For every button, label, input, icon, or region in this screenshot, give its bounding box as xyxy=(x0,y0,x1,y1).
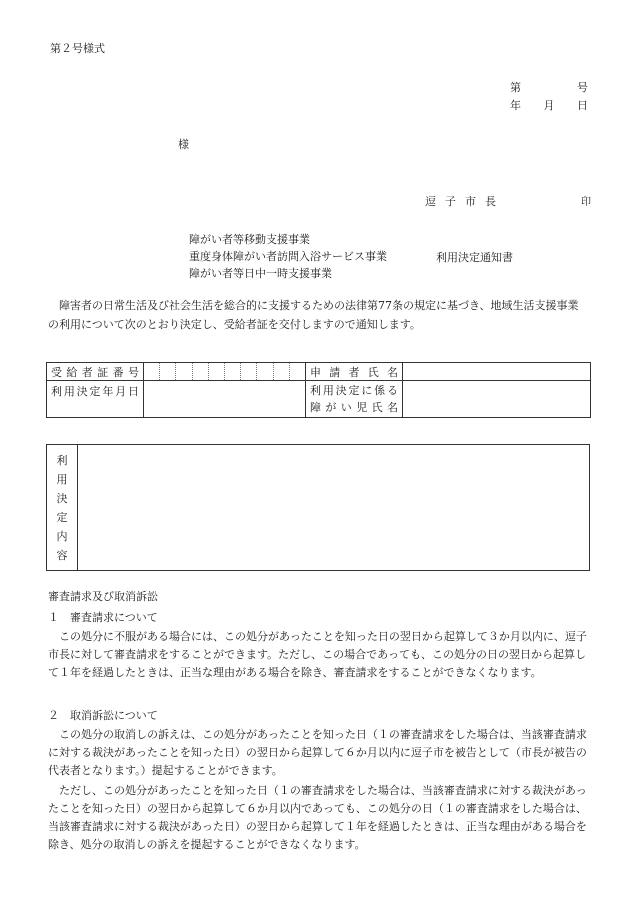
decision-date-field xyxy=(144,381,306,418)
applicant-field xyxy=(403,363,591,381)
service-item: 重度身体障がい者訪問入浴サービス事業 xyxy=(189,250,387,263)
date-day: 日 xyxy=(577,99,588,112)
applicant-label: 申請者氏名 xyxy=(306,363,403,381)
decision-date-label: 利用決定年月日 xyxy=(47,381,144,418)
service-list xyxy=(189,231,387,282)
date-year: 年 xyxy=(510,99,521,112)
seal-mark: 印 xyxy=(581,197,591,208)
number-prefix: 第 xyxy=(510,81,521,94)
form-number: 第２号様式 xyxy=(50,42,105,55)
decision-content-label: 利 用 決 定 内 容 xyxy=(47,445,78,570)
cert-number-field xyxy=(144,363,306,381)
body-text: 障害者の日常生活及び社会生活を総合的に支援するための法律第77条の規定に基づき、地域生活支援事業の利用について次のとおり決定し、受給者証を交付しますので通知します。 xyxy=(48,299,579,331)
issuer-name: 逗子市長 xyxy=(425,195,505,208)
recipient-suffix: 様 xyxy=(178,138,189,151)
child-name-label: 利用決定に係る 障がい児氏名 xyxy=(306,381,403,418)
info-table xyxy=(46,362,591,418)
number-suffix: 号 xyxy=(577,81,588,94)
document-number xyxy=(510,79,588,95)
service-item: 障がい者等移動支援事業 xyxy=(189,233,310,246)
section1-text: この処分に不服がある場合には、この処分があったことを知った日の翌日から起算して３か月以内に、逗子市長に対して審査請求をすることができます。ただし、この場合であっても、この処分の日の翌日から起算して１年を経過したときは、正当な理由がある場合を除き、審査請求をすることができなくなります。 xyxy=(48,630,587,679)
section2-text-2: ただし、この処分があったことを知った日（１の審査請求をした場合は、当該審査請求に対する裁決があったことを知った日）の翌日から起算して６か月以内であっても、この処分の日（１の審査請求をした場合は、当該審査請求に対する裁決があった日）の翌日から起算して１年を経過したときは、正当な理由がある場合を除き、処分の取消しの訴えを提起することができなくなります。 xyxy=(48,784,587,851)
date-month: 月 xyxy=(543,99,555,112)
decision-content-box xyxy=(46,444,590,571)
cert-number-label: 受給者証番号 xyxy=(47,363,144,381)
issuer xyxy=(425,193,591,209)
section1-heading: １ 審査請求について xyxy=(48,611,158,624)
section2-heading: ２ 取消訴訟について xyxy=(48,709,158,722)
document-date xyxy=(510,97,588,113)
notice-title: 利用決定通知書 xyxy=(436,251,513,264)
review-title: 審査請求及び取消訴訟 xyxy=(48,590,158,603)
child-name-field xyxy=(403,381,591,418)
section2-text-1: この処分の取消しの訴えは、この処分があったことを知った日（１の審査請求をした場合は、当該審査請求に対する裁決があったことを知った日）の翌日から起算して６か月以内に逗子市を被告として（市長が被告の代表者となります。）提起することができます。 xyxy=(48,728,587,777)
service-item: 障がい者等日中一時支援事業 xyxy=(189,267,332,280)
